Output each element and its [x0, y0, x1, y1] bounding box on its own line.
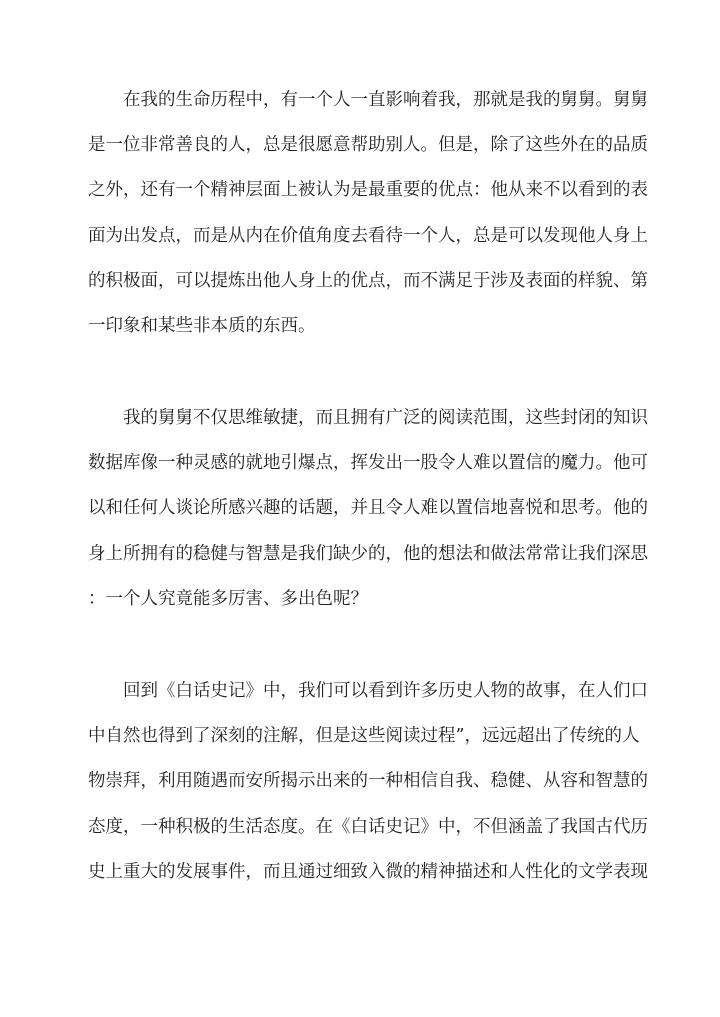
- paragraph-line: 我的舅舅不仅思维敏捷，而且拥有广泛的阅读范围，这些封闭的知识: [123, 408, 648, 428]
- paragraph-2: [88, 396, 648, 622]
- paragraph-line: ：一个人究竟能多厉害、多出色呢？: [88, 588, 368, 609]
- paragraph-line: 身上所拥有的稳健与智慧是我们缺少的，他的想法和做法常常让我们深思: [88, 543, 648, 564]
- paragraph-line: 之外，还有一个精神层面上被认为是最重要的优点：他从来不以看到的表: [88, 180, 648, 201]
- paragraph-line: 中自然也得到了深刻的注解，但是这些阅读过程”，远远超出了传统的人: [88, 726, 640, 747]
- paragraph-line: 回到《白话史记》中，我们可以看到许多历史人物的故事，在人们口: [123, 681, 648, 701]
- paragraph-line: 态度，一种积极的生活态度。在《白话史记》中，不但涵盖了我国古代历: [88, 816, 648, 837]
- paragraph-line: 面为出发点，而是从内在价值角度去看待一个人，总是可以发现他人身上: [88, 225, 648, 246]
- paragraph-line: 物崇拜，利用随遇而安所揭示出来的一种相信自我、稳健、从容和智慧的: [88, 771, 648, 792]
- paragraph-line: 史上重大的发展事件，而且通过细致入微的精神描述和人性化的文学表现: [88, 861, 648, 882]
- paragraph-line: 一印象和某些非本质的东西。: [88, 316, 316, 337]
- paragraph-line: 以和任何人谈论所感兴趣的话题，并且令人难以置信地喜悦和思考。他的: [88, 498, 648, 519]
- paragraph-line: 在我的生命历程中，有一个人一直影响着我，那就是我的舅舅。舅舅: [123, 90, 648, 110]
- paragraph-line: 是一位非常善良的人，总是很愿意帮助别人。但是，除了这些外在的品质: [88, 135, 648, 156]
- paragraph-line: 数据库像一种灵感的就地引爆点，挥发出一股令人难以置信的魔力。他可: [88, 453, 648, 474]
- paragraph-1: [88, 78, 648, 349]
- paragraph-line: 的积极面，可以提炼出他人身上的优点，而不满足于涉及表面的样貌、第: [88, 270, 648, 291]
- paragraph-3: [88, 669, 648, 895]
